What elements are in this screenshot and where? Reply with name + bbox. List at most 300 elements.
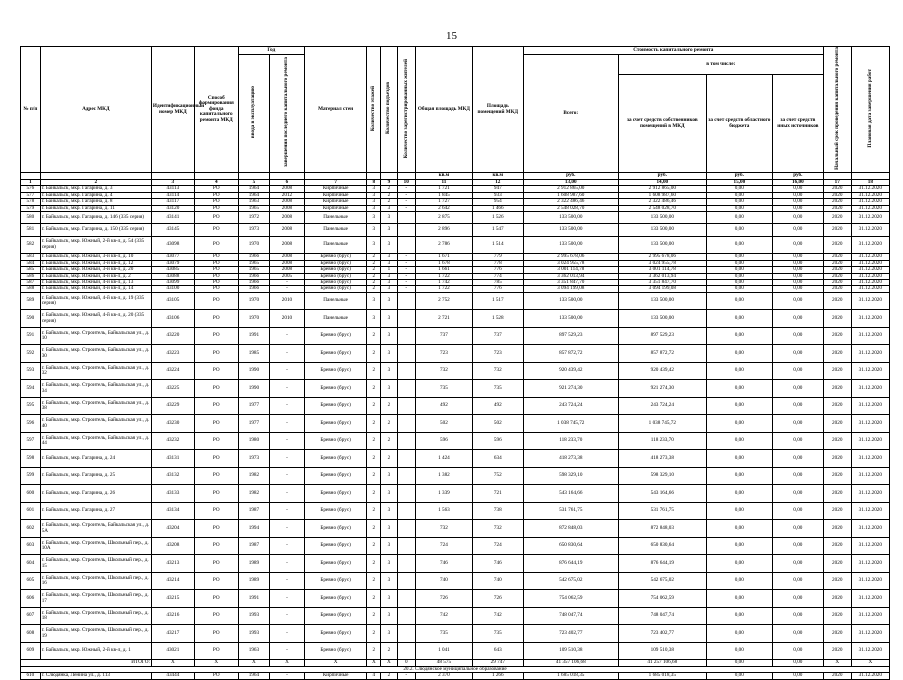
year-repair: 2012 (270, 192, 305, 198)
unit-cell: кв.м (472, 173, 523, 179)
cost-regional: 0,00 (706, 260, 772, 266)
wall-material: Бревно (брус) (304, 572, 367, 590)
row-number: 610 (21, 673, 41, 679)
year-built: 1970 (238, 292, 269, 310)
cost-other: 0,00 (772, 607, 823, 625)
residents (397, 397, 416, 415)
floors: 3 (367, 205, 381, 211)
end-date: 31.12.2020 (851, 642, 889, 660)
total-value: 0,00 (772, 660, 823, 666)
cost-other: 0,00 (772, 502, 823, 520)
end-date: 31.12.2020 (851, 345, 889, 363)
year-repair: - (270, 415, 305, 433)
repair-schedule-table (20, 46, 890, 680)
year-built: 1987 (238, 502, 269, 520)
cost-owners: 3 351 847,70 (618, 279, 706, 285)
cost-total: 598 329,10 (523, 467, 618, 485)
cost-total: 118 233,70 (523, 432, 618, 450)
year-repair: 2008 (270, 267, 305, 273)
cost-regional: 0,00 (706, 267, 772, 273)
end-date: 31.12.2020 (851, 362, 889, 380)
table-row (21, 224, 890, 236)
unit-cell: руб. (618, 173, 706, 179)
fund-method: РО (194, 279, 238, 285)
start-year: 2020 (823, 673, 851, 679)
residents (397, 292, 416, 310)
end-date: 31.12.2020 (851, 397, 889, 415)
column-number: 4 (194, 179, 238, 185)
cost-owners: 857 872,72 (618, 345, 706, 363)
floors: 3 (367, 224, 381, 236)
year-repair: - (270, 327, 305, 345)
table-row (21, 310, 890, 328)
building-id: 43117 (151, 199, 194, 205)
row-number: 595 (21, 397, 41, 415)
wall-material: Бревно (брус) (304, 254, 367, 260)
cost-regional: 0,00 (706, 310, 772, 328)
residents (397, 380, 416, 398)
wall-material: Бревно (брус) (304, 520, 367, 538)
start-year: 2020 (823, 236, 851, 254)
header-floors: Количество этажей (370, 85, 377, 132)
start-year: 2020 (823, 397, 851, 415)
year-repair: 2008 (270, 199, 305, 205)
cost-total: 3 351 847,70 (523, 279, 618, 285)
end-date: 31.12.2020 (851, 432, 889, 450)
end-date: 31.12.2020 (851, 224, 889, 236)
wall-material: Бревно (брус) (304, 345, 367, 363)
row-number: 584 (21, 260, 41, 266)
total-value: 0 (397, 660, 416, 666)
year-repair: - (270, 286, 305, 292)
address: г. Байкальск, мкр. Южный, 3-й кв-л, д. 12 (40, 260, 151, 266)
address: г. Байкальск, мкр. Гагарина, д. 146 (335 серия) (40, 212, 151, 224)
address: г. Байкальск, мкр. Строитель, Школьный пер., д. 15 (40, 555, 151, 573)
residents: - (397, 273, 416, 279)
wall-material: Бревно (брус) (304, 450, 367, 468)
start-year: 2020 (823, 642, 851, 660)
fund-method: РО (194, 236, 238, 254)
fund-method: РО (194, 673, 238, 679)
floors: 2 (367, 260, 381, 266)
year-built: 1963 (238, 642, 269, 660)
unit-cell: руб. (523, 173, 618, 179)
header-other: за счет средств иных источников (772, 75, 823, 173)
wall-material: Бревно (брус) (304, 502, 367, 520)
total-area: 596 (416, 432, 473, 450)
premises-area: 954 (472, 199, 523, 205)
residents (397, 236, 416, 254)
entrances: 2 (381, 673, 397, 679)
year-repair: - (270, 520, 305, 538)
wall-material: Бревно (брус) (304, 327, 367, 345)
total-area: 732 (416, 520, 473, 538)
residents: - (397, 260, 416, 266)
total-area: 1 678 (416, 260, 473, 266)
fund-method: РО (194, 310, 238, 328)
address: г. Байкальск, мкр. Строитель, Школьный пер., д. 17 (40, 590, 151, 608)
wall-material: Бревно (брус) (304, 590, 367, 608)
fund-method: РО (194, 572, 238, 590)
cost-regional: 0,00 (706, 254, 772, 260)
column-number: 2 (40, 179, 151, 185)
fund-method: РО (194, 224, 238, 236)
premises-area: 752 (472, 467, 523, 485)
premises-area: 1 514 (472, 236, 523, 254)
end-date: 31.12.2020 (851, 485, 889, 503)
start-year: 2020 (823, 212, 851, 224)
wall-material: Бревно (брус) (304, 625, 367, 643)
cost-regional: 0,00 (706, 673, 772, 679)
row-number: 597 (21, 432, 41, 450)
cost-owners: 531 761,75 (618, 502, 706, 520)
floors: 2 (367, 642, 381, 660)
total-area: 2 875 (416, 212, 473, 224)
entrances: 3 (381, 260, 397, 266)
year-repair: - (270, 502, 305, 520)
cost-regional: 0,00 (706, 186, 772, 192)
fund-method: РО (194, 415, 238, 433)
table-row (21, 212, 890, 224)
floors: 2 (367, 450, 381, 468)
address: г. Байкальск, мкр. Южный, 4-й кв-л, д. 20 (335 серия) (40, 310, 151, 328)
fund-method: РО (194, 273, 238, 279)
building-id: 43098 (151, 236, 194, 254)
row-number: 608 (21, 625, 41, 643)
entrances: 3 (381, 310, 397, 328)
row-number: 602 (21, 520, 41, 538)
floors: 3 (367, 192, 381, 198)
end-date: 31.12.2020 (851, 186, 889, 192)
address: г. Байкальск, мкр. Южный, 2-й кв-л, д. 54 (335 серия) (40, 236, 151, 254)
residents: - (397, 192, 416, 198)
row-number: 590 (21, 310, 41, 328)
fund-method: РО (194, 502, 238, 520)
cost-owners: 542 675,02 (618, 572, 706, 590)
cost-owners: 1 608 987,60 (618, 192, 706, 198)
row-number: 592 (21, 345, 41, 363)
premises-area: 735 (472, 625, 523, 643)
residents (397, 607, 416, 625)
cost-regional: 0,00 (706, 520, 772, 538)
start-year: 2020 (823, 286, 851, 292)
address: г. Байкальск, мкр. Гагарина, д. 3 (40, 186, 151, 192)
fund-method: РО (194, 192, 238, 198)
year-repair: - (270, 625, 305, 643)
wall-material: Кирпичные (304, 192, 367, 198)
year-built: 1966 (238, 273, 269, 279)
row-number: 598 (21, 450, 41, 468)
cost-other: 0,00 (772, 673, 823, 679)
cost-other: 0,00 (772, 467, 823, 485)
year-built: 1966 (238, 254, 269, 260)
cost-owners: 109 510,38 (618, 642, 706, 660)
cost-total: 857 872,72 (523, 345, 618, 363)
building-id: 43208 (151, 537, 194, 555)
cost-total: 723 402,77 (523, 625, 618, 643)
residents (397, 590, 416, 608)
header-year-repair: завершения последнего капитального ремонта (283, 57, 290, 168)
cost-owners: 1 685 018,35 (618, 673, 706, 679)
cost-total: 876 644,19 (523, 555, 618, 573)
start-year: 2020 (823, 310, 851, 328)
address: г. Байкальск, мкр. Южный, 4-й кв-л, д. 2 (40, 273, 151, 279)
cost-owners: 920 439,42 (618, 362, 706, 380)
premises-area: 502 (472, 415, 523, 433)
table-row (21, 555, 890, 573)
start-year: 2020 (823, 415, 851, 433)
entrances: 3 (381, 380, 397, 398)
cost-total: 3 024 955,78 (523, 260, 618, 266)
row-number: 581 (21, 224, 41, 236)
cost-regional: 0,00 (706, 345, 772, 363)
floors: 2 (367, 327, 381, 345)
wall-material: Панельные (304, 292, 367, 310)
cost-other: 0,00 (772, 642, 823, 660)
entrances: 3 (381, 286, 397, 292)
row-number: 582 (21, 236, 41, 254)
entrances: 3 (381, 279, 397, 285)
cost-regional: 0,00 (706, 397, 772, 415)
end-date: 31.12.2020 (851, 273, 889, 279)
entrances: 3 (381, 224, 397, 236)
cost-owners: 133 500,00 (618, 310, 706, 328)
address: г. Байкальск, мкр. Южный, 4-й кв-л, д. 14 (40, 286, 151, 292)
floors: 2 (367, 485, 381, 503)
column-number: 16,00 (772, 179, 823, 185)
premises-area: 933 (472, 192, 523, 198)
premises-area: 726 (472, 590, 523, 608)
entrances: 3 (381, 572, 397, 590)
table-row (21, 625, 890, 643)
address: г. Байкальск, мкр. Южный, 3-й кв-л, д. 10 (40, 254, 151, 260)
fund-method: РО (194, 205, 238, 211)
row-number: 601 (21, 502, 41, 520)
fund-method: РО (194, 590, 238, 608)
end-date: 31.12.2020 (851, 607, 889, 625)
address: г. Байкальск, мкр. Гагарина, д. 26 (40, 485, 151, 503)
end-date: 31.12.2020 (851, 450, 889, 468)
header-end: Плановая дата завершения работ (866, 69, 873, 148)
cost-owners: 1 038 745,72 (618, 415, 706, 433)
cost-total: 418 273,38 (523, 450, 618, 468)
building-id: 43131 (151, 450, 194, 468)
cost-other: 0,00 (772, 254, 823, 260)
table-row (21, 537, 890, 555)
table-row (21, 397, 890, 415)
wall-material: Бревно (брус) (304, 485, 367, 503)
start-year: 2020 (823, 292, 851, 310)
floors: 2 (367, 467, 381, 485)
year-repair: 2008 (270, 260, 305, 266)
end-date: 31.12.2020 (851, 572, 889, 590)
fund-method: РО (194, 260, 238, 266)
row-number: 585 (21, 267, 41, 273)
fund-method: РО (194, 380, 238, 398)
floors: 3 (367, 310, 381, 328)
residents (397, 432, 416, 450)
residents (397, 572, 416, 590)
year-built: 1972 (238, 212, 269, 224)
building-id: 43134 (151, 502, 194, 520)
row-number: 609 (21, 642, 41, 660)
table-row (21, 327, 890, 345)
entrances: 3 (381, 467, 397, 485)
start-year: 2020 (823, 199, 851, 205)
start-year: 2020 (823, 260, 851, 266)
fund-method: РО (194, 362, 238, 380)
address: г. Байкальск, мкр. Гагарина, д. 8 (40, 199, 151, 205)
year-built: 1982 (238, 467, 269, 485)
cost-other: 0,00 (772, 267, 823, 273)
start-year: 2020 (823, 192, 851, 198)
year-built: 1977 (238, 415, 269, 433)
entrances: 3 (381, 625, 397, 643)
entrances: 3 (381, 327, 397, 345)
column-number: 13,00 (523, 179, 618, 185)
header-entrances: Количество подъездов (385, 82, 392, 135)
fund-method: РО (194, 286, 238, 292)
total-area: 735 (416, 625, 473, 643)
cost-total: 133 500,00 (523, 212, 618, 224)
column-number: 6 (270, 179, 305, 185)
residents: - (397, 199, 416, 205)
cost-other: 0,00 (772, 186, 823, 192)
total-value: 48 575 (416, 660, 473, 666)
total-area: 723 (416, 345, 473, 363)
cost-owners: 598 329,10 (618, 467, 706, 485)
year-repair: - (270, 345, 305, 363)
cost-total: 650 830,64 (523, 537, 618, 555)
address: г. Байкальск, мкр. Строитель, Школьный пер., д. 18 (40, 607, 151, 625)
row-number: 587 (21, 279, 41, 285)
entrances: 2 (381, 192, 397, 198)
total-area: 1 041 (416, 642, 473, 660)
total-area: 724 (416, 537, 473, 555)
floors: 4 (367, 673, 381, 679)
year-built: 1990 (238, 362, 269, 380)
cost-owners: 876 644,19 (618, 555, 706, 573)
end-date: 31.12.2020 (851, 292, 889, 310)
row-number: 576 (21, 186, 41, 192)
header-year-built: ввода в эксплуатацию (250, 86, 257, 139)
residents: - (397, 267, 416, 273)
fund-method: РО (194, 212, 238, 224)
floors: 2 (367, 362, 381, 380)
row-number: 599 (21, 467, 41, 485)
table-row (21, 345, 890, 363)
premises-area: 785 (472, 279, 523, 285)
premises-area: 724 (472, 537, 523, 555)
fund-method: РО (194, 345, 238, 363)
fund-method: РО (194, 254, 238, 260)
floors: 2 (367, 502, 381, 520)
cost-regional: 0,00 (706, 607, 772, 625)
end-date: 31.12.2020 (851, 260, 889, 266)
wall-material: Кирпичные (304, 205, 367, 211)
residents: - (397, 186, 416, 192)
end-date: 31.12.2020 (851, 537, 889, 555)
address: г. Байкальск, мкр. Строитель, Байкальская ул., д. 38 (40, 397, 151, 415)
unit-cell: руб. (706, 173, 772, 179)
start-year: 2020 (823, 520, 851, 538)
floors: 2 (367, 254, 381, 260)
total-value: 29 747 (472, 660, 523, 666)
unit-cell: руб. (772, 173, 823, 179)
total-label: ИТОГО: (21, 660, 152, 666)
wall-material: Бревно (брус) (304, 286, 367, 292)
fund-method: РО (194, 199, 238, 205)
floors: 2 (367, 279, 381, 285)
address: г. Байкальск, мкр. Гагарина, д. 25 (40, 467, 151, 485)
building-id: 43021 (151, 642, 194, 660)
cost-owners: 133 500,00 (618, 292, 706, 310)
entrances: 1 (381, 267, 397, 273)
floors: 2 (367, 432, 381, 450)
total-area: 492 (416, 397, 473, 415)
year-repair: - (270, 607, 305, 625)
premises-area: 740 (472, 572, 523, 590)
floors: 2 (367, 345, 381, 363)
row-number: 577 (21, 192, 41, 198)
premises-area: 779 (472, 254, 523, 260)
cost-regional: 0,00 (706, 555, 772, 573)
building-id: 43106 (151, 310, 194, 328)
year-built: 1966 (238, 279, 269, 285)
cost-other: 0,00 (772, 485, 823, 503)
cost-total: 1 685 018,35 (523, 673, 618, 679)
entrances: 3 (381, 362, 397, 380)
column-number: 7 (304, 179, 367, 185)
end-date: 31.12.2020 (851, 625, 889, 643)
total-area: 1 424 (416, 450, 473, 468)
premises-area: 776 (472, 286, 523, 292)
cost-other: 0,00 (772, 625, 823, 643)
row-number: 588 (21, 286, 41, 292)
row-number: 580 (21, 212, 41, 224)
cost-regional: 0,00 (706, 292, 772, 310)
end-date: 31.12.2020 (851, 467, 889, 485)
wall-material: Бревно (брус) (304, 415, 367, 433)
cost-owners: 133 500,00 (618, 224, 706, 236)
row-number: 594 (21, 380, 41, 398)
entrances: 3 (381, 345, 397, 363)
year-built: 1965 (238, 260, 269, 266)
premises-area: 1 526 (472, 212, 523, 224)
residents (397, 502, 416, 520)
building-id: 43204 (151, 520, 194, 538)
residents (397, 212, 416, 224)
table-row (21, 607, 890, 625)
header-material: Материал стен (304, 47, 367, 173)
cost-other: 0,00 (772, 286, 823, 292)
year-built: 1990 (238, 380, 269, 398)
row-number: 589 (21, 292, 41, 310)
building-id: 43225 (151, 380, 194, 398)
fund-method: РО (194, 485, 238, 503)
cost-owners: 3 024 955,78 (618, 260, 706, 266)
entrances: 2 (381, 642, 397, 660)
premises-area: 774 (472, 273, 523, 279)
fund-method: РО (194, 537, 238, 555)
year-built: 1963 (238, 199, 269, 205)
end-date: 31.12.2020 (851, 555, 889, 573)
building-id: 43100 (151, 286, 194, 292)
residents: - (397, 286, 416, 292)
building-id: 43105 (151, 292, 194, 310)
wall-material: Бревно (брус) (304, 555, 367, 573)
cost-total: 531 761,75 (523, 502, 618, 520)
